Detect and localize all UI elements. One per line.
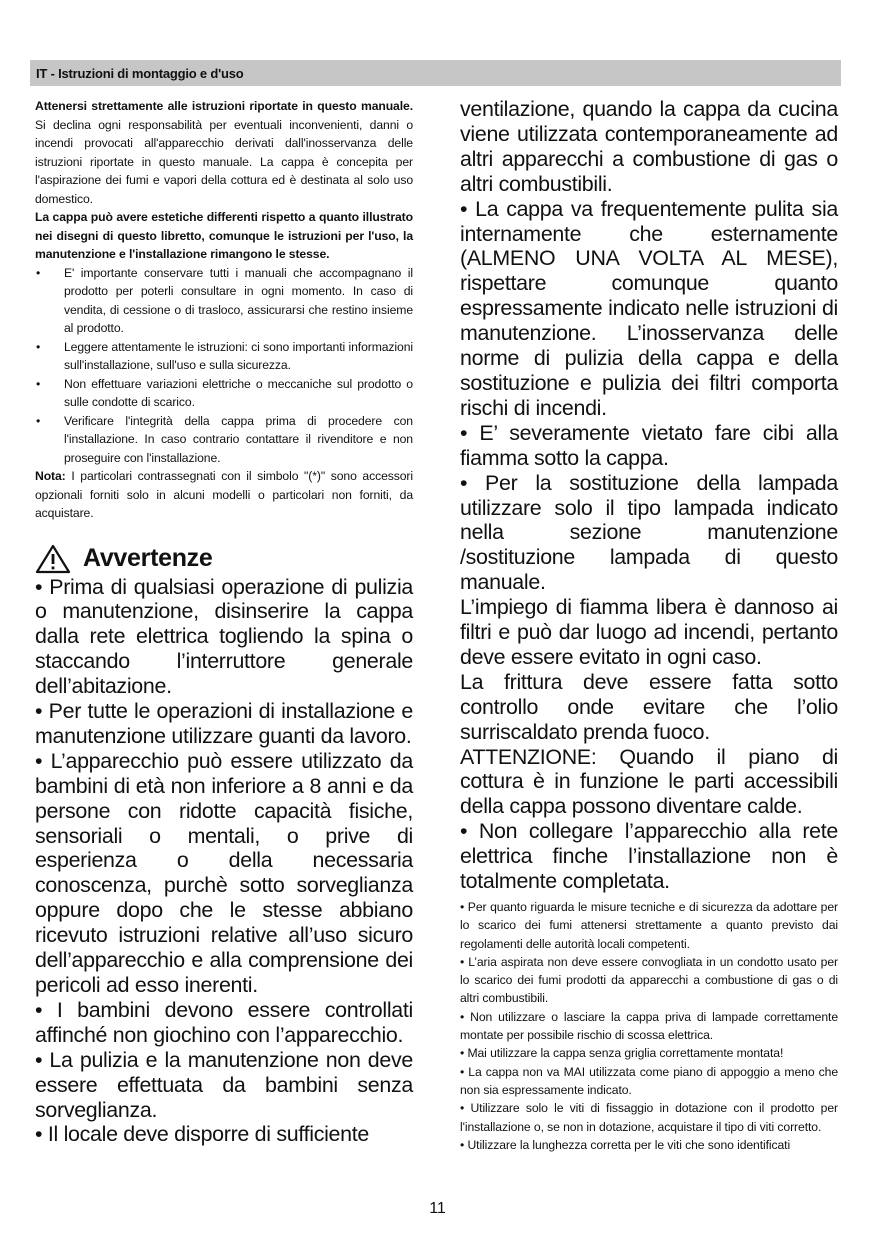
note-paragraph [35, 467, 413, 523]
intro-bold-text: Attenersi strettamente alle istruzioni riportate in questo manuale. [35, 99, 413, 113]
bullet-item: • Verificare l'integrità della cappa prima di procedere con l'installazione. In caso contrario contattare il rivenditore e non proseguire con l'installazione. [35, 412, 413, 468]
warning-paragraph: ATTENZIONE: Quando il piano di cottura è in funzione le parti accessibili della cappa possono diventare calde. [460, 744, 838, 819]
warning-paragraph: ventilazione, quando la cappa da cucina viene utilizzata contemporaneamente ad altri apparecchi a combustione di gas o altri combustibili. [460, 97, 838, 196]
warning-paragraph: • Il locale deve disporre di sufficiente [35, 1122, 369, 1147]
note-text: I particolari contrassegnati con il simbolo "(*)" sono accessori opzionali forniti solo in alcuni modelli o particolari non forniti, da acquistare. [35, 469, 413, 520]
warning-paragraph: L’impiego di fiamma libera è dannoso ai filtri e può dar luogo ad incendi, pertanto deve essere evitato in ogni caso. [460, 595, 838, 669]
aesthetic-bold-text: La cappa può avere estetiche differenti rispetto a quanto illustrato nei disegni di questo libretto, comunque le istruzioni per l'uso, la manutenzione e l'installazione rimangono le stesse. [35, 210, 413, 261]
bullet-item: • Non effettuare variazioni elettriche o meccaniche sul prodotto o sulle condotte di scarico. [35, 375, 413, 412]
safety-paragraph: • Utilizzare la lunghezza corretta per le viti che sono identificati [460, 1137, 791, 1152]
safety-paragraph: • Mai utilizzare la cappa senza griglia correttamente montata! [460, 1046, 784, 1061]
warning-paragraph: • I bambini devono essere controllati affinché non giochino con l’apparecchio. [35, 997, 413, 1047]
page-header-title: IT - Istruzioni di montaggio e d'uso [36, 66, 244, 81]
page-header-bar [30, 60, 841, 86]
page-number: 11 [429, 1200, 446, 1217]
bullet-item: • E' importante conservare tutti i manuali che accompagnano il prodotto per poterli consultare in ogni momento. In caso di vendita, di cessione o di trasloco, assicurarsi che restino insieme al prodotto. [35, 264, 413, 338]
warning-paragraph: • La cappa va frequentemente pulita sia internamente che esternamente (ALMENO UNA VOLTA AL MESE), rispettare comunque quanto espressamente indicato nelle istruzioni di manutenzione. L’inosservanza delle norme di pulizia della cappa e della sostituzione e pulizia dei filtri comporta rischi di incendi. [460, 196, 838, 420]
warning-paragraph: • Non collegare l’apparecchio alla rete elettrica finche l’installazione non è totalmente completata. [460, 819, 838, 894]
warning-paragraph: • Prima di qualsiasi operazione di pulizia o manutenzione, disinserire la cappa dalla rete elettrica togliendo la spina o staccando l’interruttore generale dell’abitazione. [35, 574, 413, 699]
warning-title: Avvertenze [83, 544, 213, 572]
aesthetic-paragraph [35, 208, 413, 264]
left-column [35, 97, 413, 1147]
safety-paragraph: • Utilizzare solo le viti di fissaggio in dotazione con il prodotto per l'installazione o, se non in dotazione, acquistare il tipo di viti corretto. [460, 1101, 838, 1134]
warning-paragraph: • La pulizia e la manutenzione non deve essere effettuata da bambini senza sorveglianza. [35, 1047, 413, 1122]
warning-paragraph: • Per la sostituzione della lampada utilizzare solo il tipo lampada indicato nella sezione manutenzione /sostituzione lampada di questo manuale. [460, 470, 838, 595]
right-column [460, 97, 838, 1154]
note-label: Nota: [35, 469, 66, 483]
instruction-bullet-list [35, 264, 413, 468]
warning-paragraph: • L’apparecchio può essere utilizzato da bambini di età non inferiore a 8 anni e da persone con ridotte capacità fisiche, sensoriali o mentali, o prive di esperienza o della necessaria conoscenza, purchè sotto sorveglianza oppure dopo che le stesse abbiano ricevuto istruzioni relative all’uso sicuro dell’apparecchio e alla comprensione dei pericoli ad esso inerenti. [35, 748, 413, 997]
warning-paragraph: • Per tutte le operazioni di installazione e manutenzione utilizzare guanti da lavoro. [35, 699, 413, 748]
warning-paragraph: La frittura deve essere fatta sotto controllo onde evitare che l’olio surriscaldato prenda fuoco. [460, 669, 838, 744]
intro-text: Si declina ogni responsabilità per eventuali inconvenienti, danni o incendi provocati all'apparecchio derivati dall'inosservanza delle istruzioni riportate in questo manuale. La cappa è concepita per l'aspirazione dei fumi e vapori della cottura ed è destinata al solo uso domestico. [35, 117, 413, 206]
intro-paragraph [35, 97, 413, 208]
warning-paragraph: • E’ severamente vietato fare cibi alla fiamma sotto la cappa. [460, 420, 838, 470]
bullet-item: • Leggere attentamente le istruzioni: ci sono importanti informazioni sull'installazione, sull'uso e sulla sicurezza. [35, 338, 413, 375]
safety-paragraph: • La cappa non va MAI utilizzata come piano di appoggio a meno che non sia espressamente indicato. [460, 1064, 838, 1097]
safety-paragraph: • Non utilizzare o lasciare la cappa priva di lampade correttamente montate per possibile rischio di scossa elettrica. [460, 1009, 838, 1043]
safety-paragraph: • Per quanto riguarda le misure tecniche e di sicurezza da adottare per lo scarico dei fumi attenersi strettamente a quanto previsto dai regolamenti delle autorità locali competenti. [460, 900, 838, 951]
safety-paragraph: • L’aria aspirata non deve essere convogliata in un condotto usato per lo scarico dei fumi prodotti da apparecchi a combustione di gas o di altri combustibili. [460, 954, 838, 1006]
warning-heading [35, 543, 413, 575]
warning-triangle-icon [35, 544, 71, 574]
